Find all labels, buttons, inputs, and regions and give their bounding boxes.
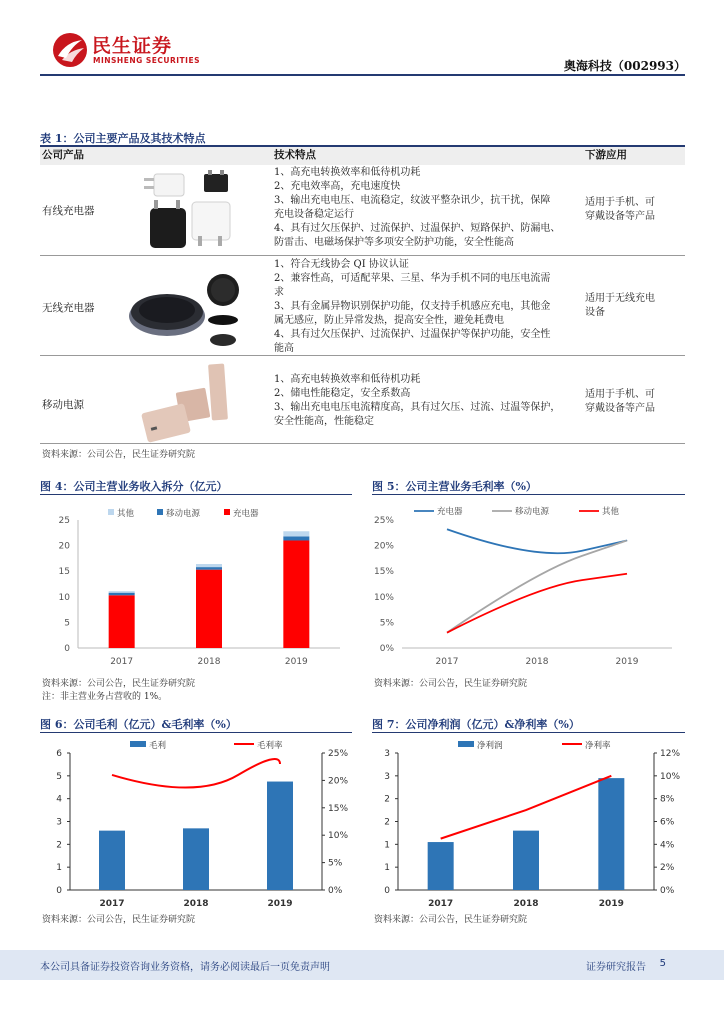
y-tick-label: 0% (379, 644, 394, 654)
legend-swatch (130, 741, 146, 747)
x-tick-label: 2017 (110, 657, 134, 667)
legend-label: 移动电源 (166, 509, 201, 519)
tech-wireless-charger: 1、符合无线协会 QI 协议认证 2、兼容性高，可适配苹果、三星、华为手机不同的电压电流需 求 3、具有金属异物识别保护功能，仅支持手机感应充电，其他金 属无感应，防止异常发热，提高安全性，避免耗费电 4、具有过欠压保护、过流保护、过温保护等保护功能，安全性 能高 (274, 259, 551, 354)
x-tick-label: 2018 (197, 657, 221, 667)
x-tick-label: 2018 (525, 657, 549, 667)
footer-disclaimer: 本公司具备证券投资咨询业务资格，请务必阅读最后一页免责声明 (40, 962, 330, 973)
y2-tick-label: 0% (328, 886, 343, 896)
x-tick-label: 2019 (598, 899, 624, 909)
product-power-bank: 移动电源 (42, 399, 84, 411)
bar-移动电源 (196, 567, 222, 570)
fig5-title: 图 5：公司主营业务毛利率（%） (372, 480, 537, 493)
legend-swatch (224, 509, 230, 515)
x-tick-label: 2017 (435, 657, 459, 667)
y-tick-label: 15 (58, 567, 70, 578)
y-tick-label: 3 (56, 817, 62, 828)
x-tick-label: 2018 (183, 899, 209, 909)
fig7-title-line (372, 732, 685, 733)
legend-swatch (108, 509, 114, 515)
y2-tick-label: 2% (660, 863, 675, 874)
table-title: 表 1：公司主要产品及其技术特点 (40, 132, 206, 145)
y-tick-label: 0 (64, 644, 70, 654)
fig6-source: 资料来源：公司公告，民生证券研究院 (42, 915, 196, 925)
y2-tick-label: 0% (660, 886, 675, 896)
y-tick-label: 10 (58, 592, 70, 603)
bar-其他 (196, 564, 222, 567)
y2-tick-label: 4% (660, 840, 675, 851)
y-tick-label: 2 (56, 840, 62, 851)
legend-swatch (458, 741, 474, 747)
table-source: 资料来源：公司公告，民生证券研究院 (42, 450, 196, 460)
legend-label: 移动电源 (515, 507, 550, 517)
bar-净利润 (598, 778, 624, 890)
bar-净利润 (428, 842, 454, 890)
bar-充电器 (283, 540, 309, 648)
fig6-chart (40, 735, 352, 910)
fig7-title: 图 7：公司净利润（亿元）&净利率（%） (372, 718, 580, 731)
y-tick-label: 5 (56, 771, 62, 782)
legend-label: 其他 (117, 509, 135, 519)
y-tick-label: 0 (384, 886, 390, 896)
column-header-product: 公司产品 (42, 149, 84, 161)
line-净利率 (441, 776, 612, 839)
y2-tick-label: 20% (328, 776, 349, 787)
logo-chinese-text: 民生证券 (92, 35, 173, 57)
bar-移动电源 (283, 536, 309, 540)
y-tick-label: 20% (373, 541, 394, 552)
y-tick-label: 10% (373, 592, 394, 603)
fig4-title-line (40, 494, 352, 495)
y-tick-label: 0 (56, 886, 62, 896)
legend-label: 充电器 (437, 507, 463, 517)
bar-充电器 (109, 595, 135, 648)
minsheng-logo-icon (52, 32, 88, 68)
legend-label: 毛利 (149, 741, 167, 751)
legend-swatch (157, 509, 163, 515)
column-header-application: 下游应用 (585, 149, 627, 161)
fig7-source: 资料来源：公司公告，民生证券研究院 (374, 915, 528, 925)
header-divider (40, 74, 685, 76)
x-tick-label: 2017 (428, 899, 454, 909)
y-tick-label: 2 (384, 817, 390, 828)
product-wireless-charger: 无线充电器 (42, 302, 95, 314)
y-tick-label: 5% (379, 618, 394, 629)
page-number: 5 (659, 958, 666, 969)
y2-tick-label: 8% (660, 794, 675, 805)
fig4-title: 图 4：公司主营业务收入拆分（亿元） (40, 480, 228, 493)
fig7-chart (372, 735, 685, 910)
x-tick-label: 2017 (99, 899, 125, 909)
application-power-bank: 适用于手机、可 穿戴设备等产品 (585, 389, 655, 414)
bar-其他 (109, 591, 135, 593)
fig4-note: 注：非主营业务占营收的 1%。 (42, 692, 168, 702)
y-tick-label: 1 (384, 840, 390, 851)
company-header: 奥海科技（002993） (563, 59, 686, 73)
y2-tick-label: 6% (660, 817, 675, 828)
fig6-title-line (40, 732, 352, 733)
power-bank-image (140, 360, 240, 444)
column-header-tech: 技术特点 (274, 149, 316, 161)
bar-净利润 (513, 831, 539, 890)
footer-report-type: 证券研究报告 (586, 962, 646, 973)
bar-充电器 (196, 570, 222, 648)
x-tick-label: 2018 (513, 899, 539, 909)
row-divider (40, 355, 685, 356)
y-tick-label: 2 (384, 794, 390, 805)
fig5-source: 资料来源：公司公告，民生证券研究院 (374, 679, 528, 689)
fig5-title-line (372, 494, 685, 495)
y-tick-label: 5 (64, 618, 70, 629)
y-tick-label: 3 (384, 771, 390, 782)
wireless-charger-image (125, 268, 245, 352)
y2-tick-label: 25% (328, 749, 349, 759)
legend-label: 毛利率 (257, 741, 283, 751)
legend-label: 充电器 (233, 509, 259, 519)
y2-tick-label: 10% (328, 831, 349, 842)
bar-毛利 (99, 831, 125, 890)
bar-毛利 (183, 828, 209, 890)
x-tick-label: 2019 (284, 657, 308, 667)
legend-label: 其他 (602, 507, 620, 517)
tech-power-bank: 1、高充电转换效率和低待机功耗 2、储电性能稳定，安全系数高 3、输出充电电压电流精度高，具有过欠压、过流、过温等保护， 安全性能高，性能稳定 (274, 374, 561, 427)
product-wired-charger: 有线充电器 (42, 205, 95, 217)
fig4-source: 资料来源：公司公告，民生证券研究院 (42, 679, 196, 689)
legend-label: 净利润 (477, 741, 503, 751)
y-tick-label: 1 (56, 863, 62, 874)
legend-label: 净利率 (585, 741, 611, 751)
fig5-chart (372, 498, 685, 670)
y2-tick-label: 5% (328, 858, 343, 869)
wired-charger-image (140, 166, 240, 252)
y2-tick-label: 15% (328, 803, 349, 814)
row-divider (40, 255, 685, 256)
table-bottom-border (40, 443, 685, 444)
y-tick-label: 15% (373, 567, 394, 578)
y-tick-label: 3 (384, 749, 390, 759)
y-tick-label: 25% (373, 516, 394, 526)
fig4-chart (40, 498, 352, 670)
x-tick-label: 2019 (267, 899, 293, 909)
y-tick-label: 6 (56, 749, 62, 759)
bar-其他 (283, 531, 309, 536)
fig6-title: 图 6：公司毛利（亿元）&毛利率（%） (40, 718, 237, 731)
y2-tick-label: 12% (660, 749, 681, 759)
y-tick-label: 1 (384, 863, 390, 874)
line-其他 (447, 574, 627, 633)
bar-毛利 (267, 782, 293, 890)
y-tick-label: 25 (58, 516, 70, 526)
tech-wired-charger: 1、高充电转换效率和低待机功耗 2、充电效率高，充电速度快 3、输出充电电压、电流稳定，纹波平整杂讯少，抗干扰，保障 充电设备稳定运行 4、具有过欠压保护、过流保护、过温保护、短路保护、防漏电、 防雷击、电磁场保护等多项安全防护功能，安全性能高 (274, 167, 561, 248)
y2-tick-label: 10% (660, 771, 681, 782)
y-tick-label: 20 (58, 541, 70, 552)
x-tick-label: 2019 (615, 657, 639, 667)
application-wired-charger: 适用于手机、可 穿戴设备等产品 (585, 197, 655, 222)
logo-english-text: MINSHENG SECURITIES (93, 56, 200, 65)
line-毛利率 (112, 759, 280, 788)
application-wireless-charger: 适用于无线充电 设备 (585, 293, 655, 318)
bar-移动电源 (109, 593, 135, 596)
y-tick-label: 4 (56, 794, 62, 805)
